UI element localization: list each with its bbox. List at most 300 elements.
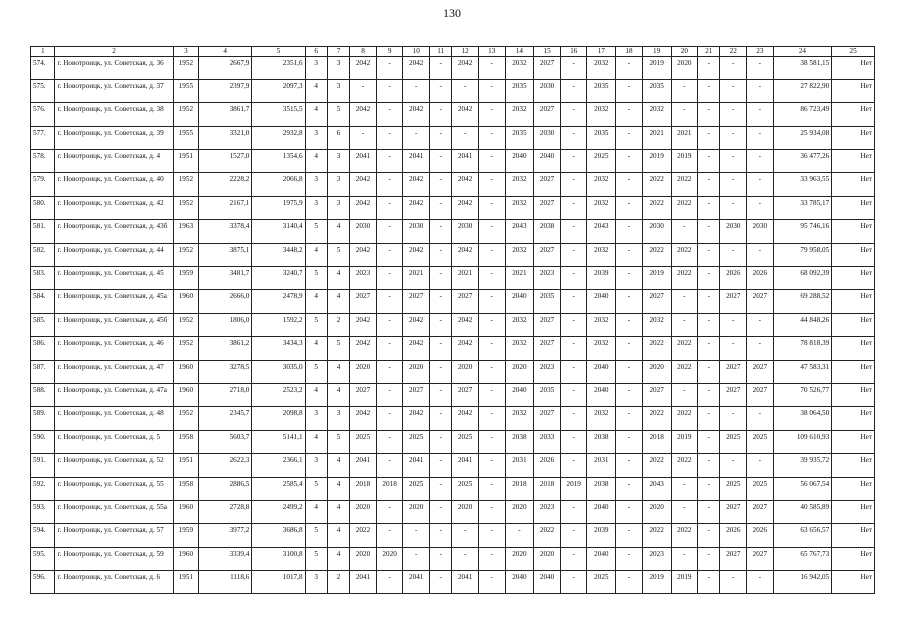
- table-cell: 1960: [173, 290, 199, 313]
- table-cell: -: [698, 313, 720, 336]
- table-cell: -: [505, 524, 534, 547]
- table-cell: г. Новотроицк, ул. Советская, д. 45б: [55, 313, 173, 336]
- table-cell: 1354,6: [252, 150, 305, 173]
- table-row: [31, 103, 875, 126]
- table-cell: -: [430, 267, 452, 290]
- table-cell: -: [698, 524, 720, 547]
- table-cell: 590.: [31, 430, 55, 453]
- table-cell: 2027: [720, 290, 747, 313]
- table-cell: 2018: [376, 477, 403, 500]
- table-cell: 3481,7: [199, 267, 252, 290]
- table-cell: -: [560, 383, 587, 406]
- table-cell: 4: [305, 500, 327, 523]
- table-cell: 3875,1: [199, 243, 252, 266]
- table-cell: 2019: [671, 571, 698, 594]
- table-cell: 2: [327, 571, 349, 594]
- table-cell: -: [671, 547, 698, 570]
- table-cell: -: [430, 290, 452, 313]
- table-cell: 2097,3: [252, 79, 305, 102]
- table-cell: -: [376, 454, 403, 477]
- table-cell: г. Новотроицк, ул. Советская, д. 44: [55, 243, 173, 266]
- table-cell: 2042: [452, 337, 479, 360]
- table-cell: -: [376, 196, 403, 219]
- table-cell: -: [698, 79, 720, 102]
- table-cell: 2041: [350, 150, 377, 173]
- table-cell: -: [616, 407, 643, 430]
- table-cell: 595.: [31, 547, 55, 570]
- table-cell: 1118,6: [199, 571, 252, 594]
- table-cell: -: [376, 220, 403, 243]
- table-cell: 2030: [350, 220, 377, 243]
- table-cell: Нет: [832, 173, 875, 196]
- table-cell: -: [698, 500, 720, 523]
- table-cell: -: [350, 126, 377, 149]
- table-cell: -: [616, 524, 643, 547]
- table-cell: 2026: [720, 267, 747, 290]
- table-cell: -: [720, 103, 747, 126]
- table-cell: -: [747, 56, 774, 79]
- table-cell: 589.: [31, 407, 55, 430]
- table-cell: -: [560, 547, 587, 570]
- table-cell: 5603,7: [199, 430, 252, 453]
- table-cell: 2022: [642, 407, 671, 430]
- table-cell: 2022: [671, 243, 698, 266]
- table-cell: 2027: [642, 383, 671, 406]
- table-cell: 5: [327, 243, 349, 266]
- table-cell: -: [720, 313, 747, 336]
- table-cell: 2040: [587, 360, 616, 383]
- table-cell: 593.: [31, 500, 55, 523]
- table-cell: 2042: [403, 103, 430, 126]
- table-cell: 2023: [534, 500, 561, 523]
- table-cell: -: [616, 196, 643, 219]
- table-cell: -: [720, 173, 747, 196]
- table-cell: 2022: [642, 337, 671, 360]
- table-cell: 2042: [350, 337, 377, 360]
- table-cell: 1951: [173, 454, 199, 477]
- table-body: [31, 56, 875, 594]
- table-cell: 33 963,55: [773, 173, 832, 196]
- table-cell: 2025: [747, 430, 774, 453]
- table-cell: -: [616, 571, 643, 594]
- table-cell: г. Новотроицк, ул. Советская, д. 39: [55, 126, 173, 149]
- table-cell: 5: [327, 337, 349, 360]
- table-row: [31, 477, 875, 500]
- table-cell: 2032: [505, 103, 534, 126]
- table-cell: -: [478, 79, 505, 102]
- table-row: [31, 524, 875, 547]
- table-cell: -: [560, 407, 587, 430]
- table-cell: 2020: [403, 360, 430, 383]
- table-cell: Нет: [832, 337, 875, 360]
- table-cell: -: [430, 196, 452, 219]
- housing-table: [30, 46, 875, 594]
- table-cell: 4: [327, 220, 349, 243]
- table-cell: 2035: [534, 290, 561, 313]
- table-cell: 2043: [587, 220, 616, 243]
- table-cell: -: [430, 79, 452, 102]
- table-cell: 109 610,93: [773, 430, 832, 453]
- table-cell: 3: [327, 173, 349, 196]
- table-cell: 2666,0: [199, 290, 252, 313]
- table-cell: -: [403, 547, 430, 570]
- table-cell: 2027: [452, 290, 479, 313]
- table-cell: -: [430, 243, 452, 266]
- table-cell: -: [698, 547, 720, 570]
- table-cell: -: [452, 524, 479, 547]
- table-cell: 2035: [534, 383, 561, 406]
- table-row: [31, 126, 875, 149]
- table-cell: 2025: [587, 150, 616, 173]
- table-cell: 2022: [671, 407, 698, 430]
- table-cell: 1959: [173, 524, 199, 547]
- table-cell: -: [478, 430, 505, 453]
- table-cell: 1952: [173, 56, 199, 79]
- table-cell: -: [698, 103, 720, 126]
- table-cell: 1955: [173, 79, 199, 102]
- table-cell: 39 935,72: [773, 454, 832, 477]
- table-cell: -: [376, 383, 403, 406]
- table-cell: 2042: [403, 196, 430, 219]
- table-cell: -: [616, 126, 643, 149]
- table-row: [31, 220, 875, 243]
- table-cell: -: [560, 290, 587, 313]
- table-cell: г. Новотроицк, ул. Советская, д. 55а: [55, 500, 173, 523]
- table-cell: 4: [327, 290, 349, 313]
- table-cell: 2032: [587, 56, 616, 79]
- table-cell: г. Новотроицк, ул. Советская, д. 46: [55, 337, 173, 360]
- table-cell: 2033: [534, 430, 561, 453]
- table-cell: -: [452, 547, 479, 570]
- table-cell: -: [478, 360, 505, 383]
- table-cell: 2022: [671, 337, 698, 360]
- table-cell: 2026: [747, 267, 774, 290]
- table-cell: 2042: [350, 407, 377, 430]
- table-cell: 2022: [642, 454, 671, 477]
- table-cell: -: [747, 571, 774, 594]
- table-cell: 5: [305, 477, 327, 500]
- table-cell: 2018: [505, 477, 534, 500]
- table-cell: 2228,2: [199, 173, 252, 196]
- table-cell: 1952: [173, 313, 199, 336]
- table-cell: 2022: [671, 267, 698, 290]
- table-cell: 4: [305, 383, 327, 406]
- table-cell: -: [452, 79, 479, 102]
- table-cell: 2042: [350, 173, 377, 196]
- table-cell: -: [698, 383, 720, 406]
- table-cell: -: [616, 547, 643, 570]
- table-cell: 2020: [671, 56, 698, 79]
- table-cell: г. Новотроицк, ул. Советская, д. 47: [55, 360, 173, 383]
- table-cell: -: [616, 79, 643, 102]
- table-cell: 2026: [747, 524, 774, 547]
- table-cell: -: [478, 571, 505, 594]
- table-cell: -: [430, 524, 452, 547]
- table-cell: -: [720, 150, 747, 173]
- table-cell: -: [616, 103, 643, 126]
- table-header-row: [31, 47, 875, 57]
- table-cell: 591.: [31, 454, 55, 477]
- table-cell: -: [616, 360, 643, 383]
- table-cell: 1017,8: [252, 571, 305, 594]
- table-cell: -: [376, 500, 403, 523]
- table-cell: -: [478, 150, 505, 173]
- table-cell: 2025: [403, 477, 430, 500]
- table-cell: -: [698, 150, 720, 173]
- table-row: [31, 383, 875, 406]
- table-cell: г. Новотроицк, ул. Советская, д. 57: [55, 524, 173, 547]
- table-cell: 2167,1: [199, 196, 252, 219]
- table-cell: 1527,0: [199, 150, 252, 173]
- table-cell: -: [403, 126, 430, 149]
- table-cell: -: [376, 571, 403, 594]
- table-cell: -: [376, 290, 403, 313]
- table-row: [31, 360, 875, 383]
- table-cell: -: [403, 524, 430, 547]
- table-cell: -: [698, 407, 720, 430]
- table-cell: -: [478, 56, 505, 79]
- table-cell: -: [698, 477, 720, 500]
- table-cell: -: [430, 56, 452, 79]
- table-cell: -: [478, 477, 505, 500]
- table-cell: 5: [327, 103, 349, 126]
- table-cell: 2027: [534, 103, 561, 126]
- table-cell: 2066,8: [252, 173, 305, 196]
- table-cell: -: [616, 477, 643, 500]
- table-cell: 2025: [587, 571, 616, 594]
- column-header: 2: [55, 47, 173, 57]
- table-cell: 2035: [505, 79, 534, 102]
- table-cell: -: [376, 173, 403, 196]
- table-cell: -: [478, 313, 505, 336]
- table-cell: -: [616, 267, 643, 290]
- table-cell: 2042: [350, 313, 377, 336]
- table-cell: Нет: [832, 290, 875, 313]
- table-cell: 2042: [403, 243, 430, 266]
- table-cell: 2035: [587, 79, 616, 102]
- table-cell: 86 723,49: [773, 103, 832, 126]
- table-cell: 2020: [505, 500, 534, 523]
- table-cell: Нет: [832, 243, 875, 266]
- table-cell: 2023: [534, 360, 561, 383]
- table-cell: 3515,5: [252, 103, 305, 126]
- table-cell: 575.: [31, 79, 55, 102]
- table-cell: 2021: [505, 267, 534, 290]
- table-cell: 2038: [587, 430, 616, 453]
- table-cell: -: [616, 500, 643, 523]
- table-cell: -: [478, 383, 505, 406]
- table-cell: 2021: [452, 267, 479, 290]
- column-header: 21: [698, 47, 720, 57]
- table-cell: 2040: [534, 571, 561, 594]
- table-cell: 581.: [31, 220, 55, 243]
- table-cell: -: [376, 337, 403, 360]
- table-cell: 2042: [403, 313, 430, 336]
- table-cell: Нет: [832, 524, 875, 547]
- table-cell: -: [478, 243, 505, 266]
- table-cell: -: [747, 196, 774, 219]
- table-cell: -: [430, 454, 452, 477]
- table-cell: 2351,6: [252, 56, 305, 79]
- table-cell: 2040: [505, 290, 534, 313]
- table-cell: 2040: [505, 383, 534, 406]
- table-cell: 2032: [505, 243, 534, 266]
- column-header: 15: [534, 47, 561, 57]
- table-row: [31, 56, 875, 79]
- table-cell: 2031: [505, 454, 534, 477]
- table-cell: 2478,9: [252, 290, 305, 313]
- table-cell: -: [560, 360, 587, 383]
- table-cell: 4: [327, 360, 349, 383]
- table-cell: 2886,5: [199, 477, 252, 500]
- table-row: [31, 196, 875, 219]
- table-cell: 38 581,15: [773, 56, 832, 79]
- table-row: [31, 173, 875, 196]
- table-cell: 2021: [642, 126, 671, 149]
- table-cell: 1960: [173, 500, 199, 523]
- table-cell: 2027: [534, 313, 561, 336]
- table-cell: -: [747, 454, 774, 477]
- table-cell: -: [720, 79, 747, 102]
- table-cell: -: [452, 126, 479, 149]
- table-cell: -: [747, 313, 774, 336]
- table-cell: 5141,1: [252, 430, 305, 453]
- table-cell: Нет: [832, 267, 875, 290]
- table-cell: 2022: [671, 524, 698, 547]
- table-cell: 2040: [505, 571, 534, 594]
- table-cell: 2027: [747, 500, 774, 523]
- table-cell: 3: [327, 79, 349, 102]
- table-cell: 69 288,52: [773, 290, 832, 313]
- table-cell: 2667,9: [199, 56, 252, 79]
- table-cell: 2032: [505, 196, 534, 219]
- table-cell: -: [720, 454, 747, 477]
- table-cell: 5: [305, 267, 327, 290]
- table-cell: 1952: [173, 173, 199, 196]
- table-cell: 1806,0: [199, 313, 252, 336]
- table-cell: 4: [327, 547, 349, 570]
- table-cell: г. Новотроицк, ул. Советская, д. 52: [55, 454, 173, 477]
- table-row: [31, 500, 875, 523]
- table-cell: 2042: [403, 56, 430, 79]
- table-cell: 2022: [534, 524, 561, 547]
- table-row: [31, 150, 875, 173]
- table-cell: 36 477,26: [773, 150, 832, 173]
- table-cell: 2345,7: [199, 407, 252, 430]
- table-cell: -: [616, 173, 643, 196]
- table-cell: 5: [305, 524, 327, 547]
- table-cell: 2027: [350, 290, 377, 313]
- table-cell: 1952: [173, 243, 199, 266]
- table-cell: 3: [327, 150, 349, 173]
- table-cell: -: [671, 313, 698, 336]
- table-cell: 3448,2: [252, 243, 305, 266]
- table-cell: г. Новотроицк, ул. Советская, д. 5: [55, 430, 173, 453]
- table-cell: 2021: [671, 126, 698, 149]
- table-cell: 79 958,05: [773, 243, 832, 266]
- table-cell: -: [616, 220, 643, 243]
- table-cell: 2041: [350, 571, 377, 594]
- table-cell: -: [560, 56, 587, 79]
- table-cell: 33 785,17: [773, 196, 832, 219]
- table-cell: 2032: [505, 313, 534, 336]
- table-cell: 2025: [350, 430, 377, 453]
- table-cell: Нет: [832, 547, 875, 570]
- table-cell: 2031: [587, 454, 616, 477]
- table-cell: -: [720, 56, 747, 79]
- table-row: [31, 571, 875, 594]
- table-cell: 2030: [720, 220, 747, 243]
- table-row: [31, 337, 875, 360]
- table-cell: -: [376, 524, 403, 547]
- table-cell: 4: [327, 477, 349, 500]
- column-header: 14: [505, 47, 534, 57]
- table-cell: Нет: [832, 571, 875, 594]
- table-cell: -: [560, 126, 587, 149]
- table-cell: 2041: [403, 454, 430, 477]
- table-cell: 3240,7: [252, 267, 305, 290]
- table-cell: -: [747, 150, 774, 173]
- table-cell: 2020: [642, 360, 671, 383]
- table-cell: 2523,2: [252, 383, 305, 406]
- table-cell: 2041: [452, 150, 479, 173]
- table-cell: 2039: [587, 524, 616, 547]
- table-cell: 40 585,89: [773, 500, 832, 523]
- table-cell: -: [747, 103, 774, 126]
- table-cell: 2032: [587, 173, 616, 196]
- table-cell: Нет: [832, 103, 875, 126]
- table-cell: 2025: [403, 430, 430, 453]
- table-cell: 2025: [747, 477, 774, 500]
- table-cell: 5: [305, 313, 327, 336]
- table-cell: г. Новотроицк, ул. Советская, д. 48: [55, 407, 173, 430]
- table-cell: -: [747, 337, 774, 360]
- table-cell: 1592,2: [252, 313, 305, 336]
- table-cell: -: [478, 524, 505, 547]
- table-cell: -: [560, 220, 587, 243]
- table-cell: 2019: [671, 150, 698, 173]
- column-header: 6: [305, 47, 327, 57]
- table-cell: 2042: [452, 56, 479, 79]
- table-cell: 1963: [173, 220, 199, 243]
- table-cell: 2397,9: [199, 79, 252, 102]
- table-cell: 2025: [720, 477, 747, 500]
- column-header: 12: [452, 47, 479, 57]
- table-cell: -: [560, 313, 587, 336]
- table-cell: 588.: [31, 383, 55, 406]
- table-cell: 1951: [173, 150, 199, 173]
- table-cell: -: [430, 383, 452, 406]
- table-row: [31, 313, 875, 336]
- data-table-container: [30, 46, 875, 594]
- table-cell: 2038: [534, 220, 561, 243]
- column-header: 20: [671, 47, 698, 57]
- table-cell: 1960: [173, 383, 199, 406]
- table-cell: 5: [327, 430, 349, 453]
- column-header: 3: [173, 47, 199, 57]
- table-cell: 6: [327, 126, 349, 149]
- table-cell: -: [698, 196, 720, 219]
- column-header: 18: [616, 47, 643, 57]
- table-cell: Нет: [832, 196, 875, 219]
- table-cell: 3: [327, 196, 349, 219]
- table-cell: 25 934,08: [773, 126, 832, 149]
- table-cell: 2932,8: [252, 126, 305, 149]
- table-cell: 2022: [350, 524, 377, 547]
- column-header: 10: [403, 47, 430, 57]
- table-cell: -: [430, 126, 452, 149]
- table-cell: 2027: [747, 547, 774, 570]
